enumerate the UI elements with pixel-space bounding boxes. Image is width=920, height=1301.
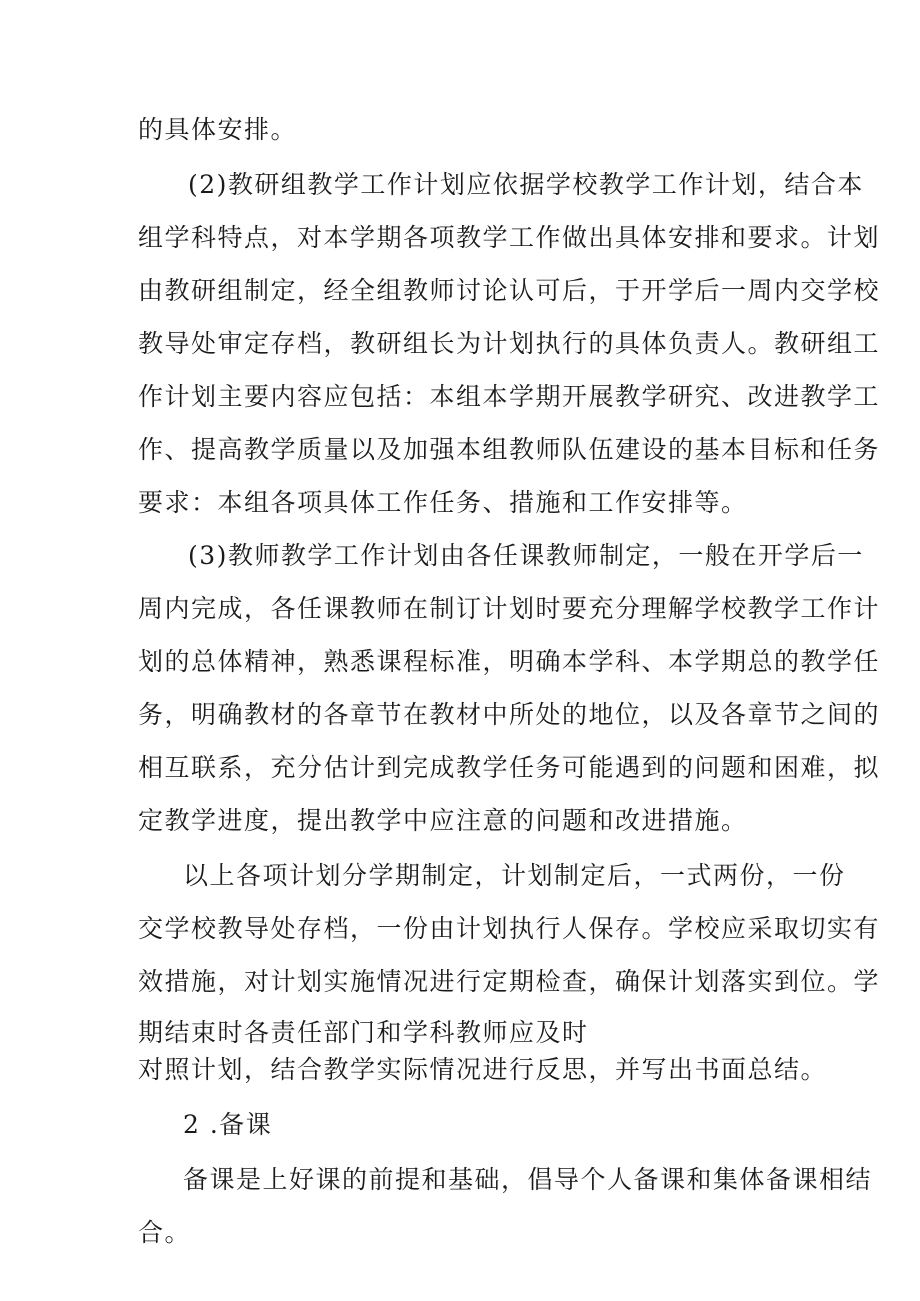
text-line-2: (2)教研组教学工作计划应依据学校教学工作计划，结合本 [188,170,864,199]
section-heading-beike: 2 .备课 [183,1110,273,1139]
text-line-1: 的具体安排。 [138,115,298,144]
text-line-18: 期结束时各责任部门和学科教师应及时 [138,1018,589,1047]
text-line-6: 作计划主要内容应包括：本组本学期开展教学研究、改进教学工 [138,382,881,411]
text-line-19: 对照计划，结合教学实际情况进行反思，并写出书面总结。 [138,1055,828,1084]
text-line-13: 相互联系，充分估计到完成教学任务可能遇到的问题和困难，拟 [138,753,881,782]
text-line-14: 定教学进度，提出教学中应注意的问题和改进措施。 [138,806,748,835]
text-line-5: 教导处审定存档，教研组长为计划执行的具体负责人。教研组工 [138,329,881,358]
text-line-4: 由教研组制定，经全组教师讨论认可后，于开学后一周内交学校 [138,276,881,305]
text-line-21: 备课是上好课的前提和基础，倡导个人备课和集体备课相结 [183,1165,873,1194]
text-line-16: 交学校教导处存档，一份由计划执行人保存。学校应采取切实有 [138,914,881,943]
text-line-22: 合。 [138,1218,192,1247]
text-line-15: 以上各项计划分学期制定，计划制定后，一式两份，一份 [183,861,846,890]
text-line-7: 作、提高教学质量以及加强本组教师队伍建设的基本目标和任务 [138,435,881,464]
text-line-8: 要求：本组各项具体工作任务、措施和工作安排等。 [138,488,748,517]
text-line-12: 务，明确教材的各章节在教材中所处的地位，以及各章节之间的 [138,700,881,729]
text-line-3: 组学科特点，对本学期各项教学工作做出具体安排和要求。计划 [138,223,881,252]
text-line-10: 周内完成，各任课教师在制订计划时要充分理解学校教学工作计 [138,594,881,623]
text-line-9: (3)教师教学工作计划由各任课教师制定，一般在开学后一 [188,541,864,570]
text-line-11: 划的总体精神，熟悉课程标准，明确本学科、本学期总的教学任 [138,647,881,676]
text-line-17: 效措施，对计划实施情况进行定期检查，确保计划落实到位。学 [138,967,881,996]
